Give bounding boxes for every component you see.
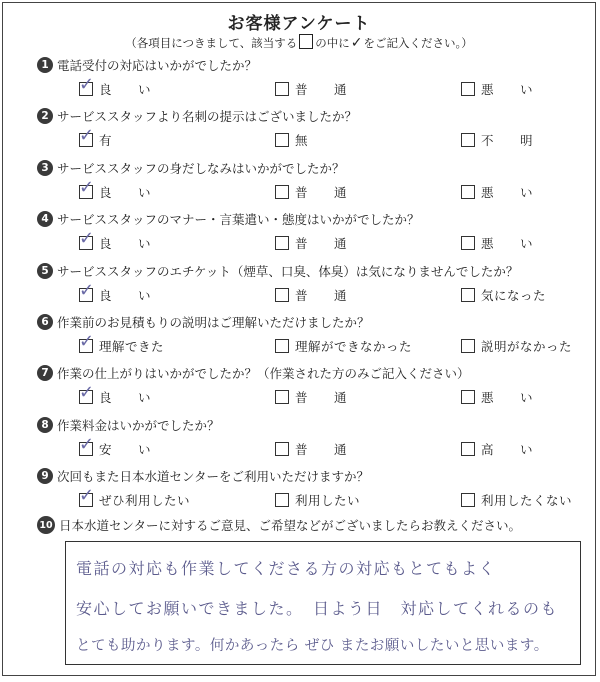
question-text: サービススタッフのマナー・言葉遣い・態度はいかがでしたか？ bbox=[57, 212, 420, 228]
answer-label: 高 い bbox=[481, 441, 534, 457]
answer-checkbox[interactable] bbox=[461, 133, 475, 147]
question-9 bbox=[37, 466, 592, 516]
question-header bbox=[37, 363, 592, 383]
answer-label: 良 い bbox=[99, 236, 152, 252]
option-row bbox=[37, 279, 592, 307]
answer-checkbox[interactable] bbox=[461, 493, 475, 507]
answer-label: 良 い bbox=[99, 287, 152, 303]
answer-checkbox[interactable] bbox=[461, 339, 475, 353]
question-text: 次回もまた日本水道センターをご利用いただけますか？ bbox=[57, 469, 370, 485]
answer-checkbox[interactable] bbox=[275, 133, 289, 147]
question-header bbox=[37, 261, 592, 281]
question-7 bbox=[37, 363, 592, 413]
instructions bbox=[3, 34, 595, 51]
answer-label: 悪 い bbox=[481, 82, 534, 97]
answer-option[interactable] bbox=[275, 130, 308, 150]
answer-option[interactable] bbox=[275, 182, 347, 202]
check-mark-icon: ✓ bbox=[79, 228, 95, 250]
question-text: 作業料金はいかがでしたか？ bbox=[57, 417, 220, 433]
comment-line: 安心してお願いできました。 日よう日 対応してくれるのも bbox=[76, 599, 559, 618]
check-mark-icon: ✓ bbox=[79, 433, 95, 455]
question-number-badge: 2 bbox=[37, 108, 53, 124]
answer-checkbox[interactable] bbox=[461, 82, 475, 96]
answer-label: 有 bbox=[99, 133, 113, 149]
answer-checkbox[interactable] bbox=[275, 236, 289, 250]
answer-label: 悪 い bbox=[481, 390, 534, 406]
answer-label: 普 通 bbox=[295, 390, 348, 406]
comment-line: とても助かります。何かあったら ぜひ またお願いしたいと思います。 bbox=[76, 638, 549, 654]
answer-label: ぜひ利用したい bbox=[99, 493, 191, 509]
option-row bbox=[37, 74, 592, 101]
answer-option[interactable] bbox=[461, 387, 533, 407]
question-header bbox=[37, 415, 592, 435]
answer-option[interactable] bbox=[461, 233, 533, 253]
answer-option[interactable] bbox=[79, 176, 152, 202]
answer-checkbox[interactable] bbox=[275, 288, 289, 302]
answer-option[interactable] bbox=[79, 433, 152, 459]
answer-label: 悪 い bbox=[481, 236, 534, 252]
answer-option[interactable] bbox=[461, 182, 533, 202]
question-header bbox=[37, 106, 592, 126]
question-text: 電話受付の対応はいかがでしたか？ bbox=[57, 58, 258, 73]
answer-checkbox[interactable] bbox=[79, 279, 95, 302]
answer-label: 不 明 bbox=[481, 133, 534, 149]
check-mark-sample-icon: ✓ bbox=[350, 35, 363, 51]
answer-checkbox[interactable] bbox=[461, 236, 475, 250]
check-mark-icon: ✓ bbox=[79, 176, 95, 198]
answer-checkbox[interactable] bbox=[79, 228, 95, 250]
answer-label: 利用したくない bbox=[481, 493, 573, 509]
question-3 bbox=[37, 158, 592, 208]
answer-checkbox[interactable] bbox=[275, 185, 289, 199]
question-5 bbox=[37, 261, 592, 311]
answer-option[interactable] bbox=[461, 285, 546, 305]
option-row bbox=[37, 382, 592, 409]
question-number-badge: 5 bbox=[37, 263, 53, 279]
answer-option[interactable] bbox=[275, 233, 347, 253]
question-number-badge: 10 bbox=[37, 516, 55, 534]
answer-checkbox[interactable] bbox=[79, 176, 95, 199]
answer-option[interactable] bbox=[275, 336, 412, 356]
answer-option[interactable] bbox=[461, 439, 533, 459]
answer-checkbox[interactable] bbox=[461, 442, 475, 456]
answer-checkbox[interactable] bbox=[275, 82, 289, 96]
answer-label: 良 い bbox=[99, 390, 152, 406]
answer-checkbox[interactable] bbox=[79, 74, 95, 96]
answer-checkbox[interactable] bbox=[79, 485, 95, 507]
answer-checkbox[interactable] bbox=[461, 185, 475, 199]
answer-label: 説明がなかった bbox=[481, 339, 573, 354]
question-text: サービススタッフの身だしなみはいかがでしたか？ bbox=[57, 160, 345, 176]
option-row bbox=[37, 176, 592, 204]
question-number-badge: 7 bbox=[37, 365, 53, 381]
question-1 bbox=[37, 55, 592, 105]
question-text: サービススタッフのエチケット（煙草、口臭、体臭）は気になりませんでしたか？ bbox=[57, 263, 519, 279]
answer-checkbox[interactable] bbox=[275, 390, 289, 404]
question-number-badge: 6 bbox=[37, 314, 53, 330]
question-number-badge: 4 bbox=[37, 211, 53, 227]
question-number-badge: 9 bbox=[37, 468, 53, 484]
question-header bbox=[37, 55, 592, 75]
answer-label: 良 い bbox=[99, 184, 152, 200]
question-number-badge: 8 bbox=[37, 417, 53, 433]
answer-option[interactable] bbox=[275, 439, 347, 459]
question-text: 作業前のお見積もりの説明はご理解いただけましたか？ bbox=[57, 315, 370, 330]
answer-option[interactable] bbox=[79, 382, 152, 407]
option-row bbox=[37, 485, 592, 512]
answer-option[interactable] bbox=[79, 279, 152, 305]
page-title: お客様アンケート bbox=[227, 14, 371, 34]
comment-box[interactable] bbox=[65, 541, 581, 665]
question-6 bbox=[37, 312, 592, 362]
question-header bbox=[37, 466, 592, 486]
question-text: 作業の仕上がりはいかがでしたか？（作業された方のみご記入ください） bbox=[57, 366, 470, 382]
answer-label: 利用したい bbox=[295, 493, 361, 509]
question-8 bbox=[37, 415, 592, 465]
check-mark-icon: ✓ bbox=[79, 125, 95, 147]
answer-label: 無 bbox=[295, 133, 309, 149]
option-row bbox=[37, 228, 592, 255]
instructions-after: をご記入ください。） bbox=[363, 36, 473, 50]
answer-checkbox[interactable] bbox=[461, 390, 475, 404]
answer-label: 理解ができなかった bbox=[295, 339, 413, 354]
answer-option[interactable] bbox=[275, 490, 360, 510]
check-mark-icon: ✓ bbox=[79, 331, 95, 352]
answer-label: 理解できた bbox=[99, 339, 165, 354]
answer-label: 良 い bbox=[99, 82, 152, 97]
answer-checkbox[interactable] bbox=[79, 433, 95, 456]
answer-option[interactable] bbox=[275, 285, 347, 305]
check-mark-icon: ✓ bbox=[79, 382, 95, 404]
check-mark-icon: ✓ bbox=[79, 485, 95, 507]
answer-option[interactable] bbox=[79, 485, 191, 510]
question-4 bbox=[37, 209, 592, 259]
answer-checkbox[interactable] bbox=[275, 442, 289, 456]
answer-label: 悪 い bbox=[481, 184, 534, 200]
answer-label: 普 通 bbox=[295, 287, 348, 303]
check-mark-icon: ✓ bbox=[79, 279, 95, 301]
question-header bbox=[37, 312, 592, 332]
instructions-mid: の中に bbox=[315, 36, 350, 50]
question-2 bbox=[37, 106, 592, 156]
answer-checkbox[interactable] bbox=[275, 339, 289, 353]
question-text: 日本水道センターに対するご意見、ご希望などがございましたらお教えください。 bbox=[59, 518, 522, 533]
answer-label: 普 通 bbox=[295, 236, 348, 252]
question-header bbox=[37, 158, 592, 178]
answer-option[interactable] bbox=[461, 79, 533, 99]
answer-option[interactable] bbox=[461, 336, 572, 356]
answer-label: 普 通 bbox=[295, 82, 348, 97]
checkbox-sample-icon bbox=[299, 34, 313, 49]
survey-sheet bbox=[2, 2, 596, 676]
answer-checkbox[interactable] bbox=[79, 382, 95, 404]
answer-option[interactable] bbox=[79, 331, 165, 356]
answer-option[interactable] bbox=[275, 387, 347, 407]
instructions-before: （各項目につきまして、該当する bbox=[125, 36, 298, 50]
question-number-badge: 3 bbox=[37, 160, 53, 176]
answer-checkbox[interactable] bbox=[275, 493, 289, 507]
question-header bbox=[37, 209, 592, 229]
question-number-badge: 1 bbox=[37, 57, 53, 73]
answer-option[interactable] bbox=[79, 74, 152, 99]
answer-label: 普 通 bbox=[295, 441, 348, 457]
answer-checkbox[interactable] bbox=[79, 125, 95, 147]
question-text: サービススタッフより名刺の提示はございましたか？ bbox=[57, 109, 358, 125]
comment-line: 電話の対応も作業してくださる方の対応もとてもよく bbox=[76, 559, 497, 578]
answer-option[interactable] bbox=[79, 125, 113, 150]
answer-checkbox[interactable] bbox=[79, 331, 95, 353]
answer-label: 安 い bbox=[99, 441, 152, 457]
answer-checkbox[interactable] bbox=[461, 288, 475, 302]
option-row bbox=[37, 331, 592, 358]
option-row bbox=[37, 433, 592, 461]
answer-option[interactable] bbox=[461, 130, 533, 150]
answer-option[interactable] bbox=[461, 490, 572, 510]
check-mark-icon: ✓ bbox=[79, 74, 95, 95]
answer-label: 気になった bbox=[481, 287, 547, 303]
answer-option[interactable] bbox=[275, 79, 347, 99]
option-row bbox=[37, 125, 592, 152]
answer-option[interactable] bbox=[79, 228, 152, 253]
answer-label: 普 通 bbox=[295, 184, 348, 200]
